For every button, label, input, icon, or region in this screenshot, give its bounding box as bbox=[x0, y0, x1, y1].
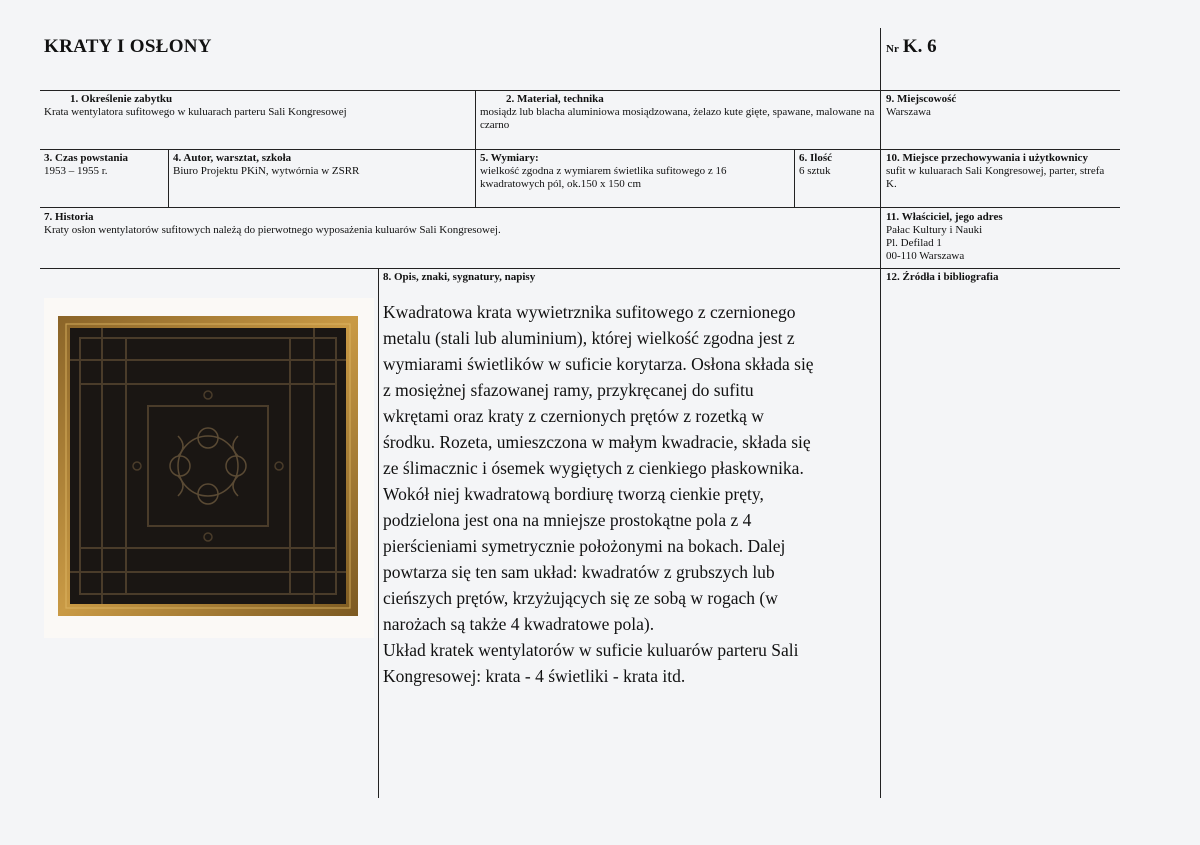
field-location-value: Warszawa bbox=[886, 106, 931, 118]
field-author bbox=[173, 152, 471, 178]
field-history bbox=[44, 211, 874, 237]
field-date-label: 3. Czas powstania bbox=[44, 152, 129, 164]
row-line-3 bbox=[40, 207, 1120, 208]
description-line: Wokół niej kwadratową bordiurę tworzą cienkie pręty, bbox=[383, 484, 764, 504]
field-owner-line-2: Pl. Defilad 1 bbox=[886, 237, 942, 249]
field-date-value: 1953 – 1955 r. bbox=[44, 165, 108, 177]
field-sources-label: 12. Źródła i bibliografia bbox=[886, 271, 999, 283]
field-description-label: 8. Opis, znaki, sygnatury, napisy bbox=[383, 271, 536, 283]
field-material-label: 2. Materiał, technika bbox=[506, 93, 604, 105]
col-line-1b bbox=[880, 90, 881, 798]
description-line: z mosiężnej sfazowanej ramy, przykręcanej do sufitu bbox=[383, 380, 754, 400]
field-storage-value: sufit w kuluarach Sali Kongresowej, parter, strefa K. bbox=[886, 165, 1105, 190]
row-line-4 bbox=[40, 268, 1120, 269]
card-number bbox=[886, 36, 937, 58]
col-line-2a bbox=[168, 149, 169, 207]
field-quantity-value: 6 sztuk bbox=[799, 165, 831, 177]
description-line: metalu (stali lub aluminium), której wielkość zgodna jest z bbox=[383, 328, 795, 348]
field-object-name-value: Krata wentylatora sufitowego w kuluarach parteru Sali Kongresowej bbox=[44, 106, 347, 118]
grate-photo bbox=[44, 298, 374, 638]
field-dimensions bbox=[480, 152, 785, 191]
description-line: ze ślimacznic i ósemek wygiętych z cienkiego płaskownika. bbox=[383, 458, 804, 478]
field-owner-line-3: 00-110 Warszawa bbox=[886, 250, 965, 262]
field-material bbox=[480, 93, 876, 132]
field-sources bbox=[886, 271, 1116, 284]
description-line: wymiarami świetlików w suficie korytarza. Osłona składa się bbox=[383, 354, 814, 374]
description-line: Układ kratek wentylatorów w suficie kuluarów parteru Sali bbox=[383, 640, 799, 660]
field-location bbox=[886, 93, 1116, 119]
description-line: pierścieniami symetrycznie położonymi na bokach. Dalej bbox=[383, 536, 786, 556]
field-storage bbox=[886, 152, 1116, 191]
field-location-label: 9. Miejscowość bbox=[886, 93, 957, 105]
card-number-prefix: Nr bbox=[886, 43, 899, 55]
field-dimensions-label: 5. Wymiary: bbox=[480, 152, 539, 164]
grate-interior bbox=[70, 328, 346, 604]
col-line-4a bbox=[378, 268, 379, 798]
field-quantity-label: 6. Ilość bbox=[799, 152, 832, 164]
field-dimensions-value: wielkość zgodna z wymiarem świetlika sufitowego z 16 kwadratowych pól, ok.150 x 150 cm bbox=[480, 165, 727, 190]
card-number-value: K. 6 bbox=[902, 36, 937, 57]
col-line-2b bbox=[475, 149, 476, 207]
col-line-1a bbox=[475, 90, 476, 149]
description-line: Kongresowej: krata - 4 świetliki - krata itd. bbox=[383, 666, 686, 686]
field-object-name bbox=[44, 93, 472, 119]
field-history-value: Kraty osłon wentylatorów sufitowych należą do pierwotnego wyposażenia kuluarów Sali Kongresowej. bbox=[44, 224, 501, 236]
description-line: cieńszych prętów, krzyżujących się ze sobą w rogach (w bbox=[383, 588, 778, 608]
row-line-2 bbox=[40, 149, 1120, 150]
description-line: wkrętami oraz kraty z czernionych prętów z rozetką w bbox=[383, 406, 764, 426]
field-object-name-label: 1. Określenie zabytku bbox=[70, 93, 173, 105]
field-owner bbox=[886, 211, 1116, 263]
field-author-value: Biuro Projektu PKiN, wytwórnia w ZSRR bbox=[173, 165, 360, 177]
field-date bbox=[44, 152, 166, 178]
description-line: powtarza się ten sam układ: kwadratów z grubszych lub bbox=[383, 562, 775, 582]
card-title: KRATY I OSŁONY bbox=[44, 36, 212, 57]
field-quantity bbox=[799, 152, 877, 178]
field-history-label: 7. Historia bbox=[44, 211, 94, 223]
field-description bbox=[383, 271, 877, 284]
header-divider bbox=[880, 28, 881, 90]
field-material-value: mosiądz lub blacha aluminiowa mosiądzowana, żelazo kute gięte, spawane, malowane na czarno bbox=[480, 106, 875, 131]
description-line: środku. Rozeta, umieszczona w małym kwadracie, składa się bbox=[383, 432, 811, 452]
field-author-label: 4. Autor, warsztat, szkoła bbox=[173, 152, 292, 164]
field-storage-label: 10. Miejsce przechowywania i użytkownicy bbox=[886, 152, 1088, 164]
row-line-1 bbox=[40, 90, 1120, 91]
description-line: Kwadratowa krata wywietrznika sufitowego z czernionego bbox=[383, 302, 796, 322]
grate-photo-image bbox=[44, 298, 374, 638]
field-owner-label: 11. Właściciel, jego adres bbox=[886, 211, 1003, 223]
field-owner-line-1: Pałac Kultury i Nauki bbox=[886, 224, 983, 236]
description-line: narożach są także 4 kwadratowe pola). bbox=[383, 614, 655, 634]
col-line-2c bbox=[794, 149, 795, 207]
description-text bbox=[383, 299, 877, 689]
description-line: podzielona jest ona na mniejsze prostokątne pola z 4 bbox=[383, 510, 752, 530]
